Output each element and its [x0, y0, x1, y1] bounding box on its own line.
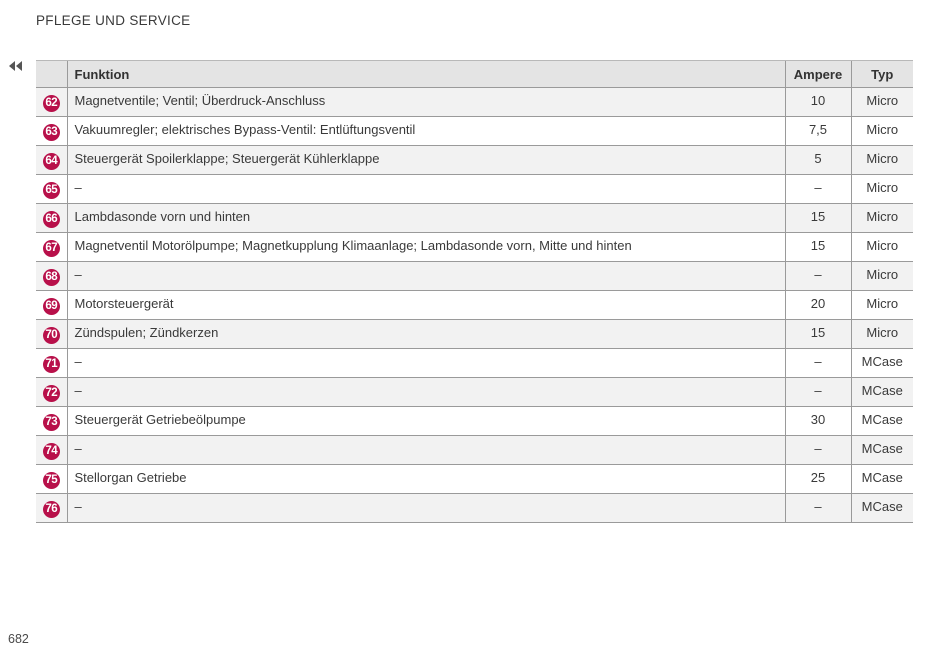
function-cell: – — [67, 175, 785, 204]
column-header-number — [36, 61, 67, 88]
function-cell: Magnetventil Motorölpumpe; Magnetkupplung Klimaanlage; Lambdasonde vorn, Mitte und hinten — [67, 233, 785, 262]
column-header-type: Typ — [851, 61, 913, 88]
table-row — [36, 204, 913, 233]
type-cell: MCase — [851, 378, 913, 407]
fuse-number-cell — [36, 117, 67, 146]
fuse-number-badge: 66 — [43, 211, 60, 228]
ampere-cell: 10 — [785, 88, 851, 117]
function-cell: – — [67, 494, 785, 523]
ampere-cell: – — [785, 494, 851, 523]
function-cell: Motorsteuergerät — [67, 291, 785, 320]
ampere-cell: 7,5 — [785, 117, 851, 146]
ampere-cell: – — [785, 349, 851, 378]
type-cell: Micro — [851, 262, 913, 291]
fuse-number-badge: 62 — [43, 95, 60, 112]
function-cell: – — [67, 436, 785, 465]
ampere-cell: 15 — [785, 233, 851, 262]
fuse-number-badge: 64 — [43, 153, 60, 170]
table-row — [36, 320, 913, 349]
table-header-row — [36, 61, 913, 88]
ampere-cell: – — [785, 378, 851, 407]
type-cell: MCase — [851, 407, 913, 436]
fuse-number-badge: 72 — [43, 385, 60, 402]
function-cell: Magnetventile; Ventil; Überdruck-Anschluss — [67, 88, 785, 117]
fuse-number-cell — [36, 204, 67, 233]
section-title: PFLEGE UND SERVICE — [36, 13, 191, 28]
ampere-cell: – — [785, 436, 851, 465]
function-cell: Steuergerät Getriebeölpumpe — [67, 407, 785, 436]
ampere-cell: – — [785, 175, 851, 204]
fuse-number-cell — [36, 88, 67, 117]
table-row — [36, 146, 913, 175]
type-cell: Micro — [851, 320, 913, 349]
function-cell: Stellorgan Getriebe — [67, 465, 785, 494]
fuse-number-cell — [36, 407, 67, 436]
type-cell: MCase — [851, 494, 913, 523]
fuse-number-badge: 73 — [43, 414, 60, 431]
double-chevron-left-icon[interactable] — [8, 58, 24, 74]
table-row — [36, 349, 913, 378]
table-row — [36, 494, 913, 523]
fuse-number-badge: 76 — [43, 501, 60, 518]
table-row — [36, 175, 913, 204]
type-cell: Micro — [851, 117, 913, 146]
fuse-number-badge: 65 — [43, 182, 60, 199]
fuse-number-badge: 71 — [43, 356, 60, 373]
type-cell: Micro — [851, 204, 913, 233]
type-cell: Micro — [851, 88, 913, 117]
fuse-number-cell — [36, 233, 67, 262]
fuse-number-badge: 74 — [43, 443, 60, 460]
table-row — [36, 262, 913, 291]
type-cell: Micro — [851, 146, 913, 175]
table-row — [36, 407, 913, 436]
function-cell: Lambdasonde vorn und hinten — [67, 204, 785, 233]
function-cell: Zündspulen; Zündkerzen — [67, 320, 785, 349]
ampere-cell: 25 — [785, 465, 851, 494]
function-cell: – — [67, 262, 785, 291]
table-row — [36, 465, 913, 494]
type-cell: MCase — [851, 349, 913, 378]
fuse-table — [36, 60, 913, 523]
fuse-number-cell — [36, 494, 67, 523]
type-cell: Micro — [851, 233, 913, 262]
ampere-cell: 15 — [785, 320, 851, 349]
type-cell: MCase — [851, 436, 913, 465]
fuse-number-cell — [36, 378, 67, 407]
ampere-cell: 15 — [785, 204, 851, 233]
ampere-cell: 5 — [785, 146, 851, 175]
ampere-cell: – — [785, 262, 851, 291]
fuse-number-badge: 75 — [43, 472, 60, 489]
fuse-number-cell — [36, 320, 67, 349]
column-header-ampere: Ampere — [785, 61, 851, 88]
table-row — [36, 233, 913, 262]
ampere-cell: 20 — [785, 291, 851, 320]
table-row — [36, 88, 913, 117]
page-number: 682 — [8, 632, 29, 646]
fuse-number-cell — [36, 291, 67, 320]
fuse-number-cell — [36, 465, 67, 494]
function-cell: Steuergerät Spoilerklappe; Steuergerät Kühlerklappe — [67, 146, 785, 175]
fuse-number-badge: 69 — [43, 298, 60, 315]
fuse-number-badge: 68 — [43, 269, 60, 286]
fuse-number-badge: 67 — [43, 240, 60, 257]
fuse-number-cell — [36, 262, 67, 291]
table-row — [36, 436, 913, 465]
function-cell: – — [67, 349, 785, 378]
table-row — [36, 117, 913, 146]
fuse-number-cell — [36, 436, 67, 465]
table-body — [36, 88, 913, 523]
function-cell: – — [67, 378, 785, 407]
fuse-number-badge: 70 — [43, 327, 60, 344]
fuse-number-badge: 63 — [43, 124, 60, 141]
type-cell: Micro — [851, 175, 913, 204]
fuse-number-cell — [36, 349, 67, 378]
column-header-function: Funktion — [67, 61, 785, 88]
table-row — [36, 378, 913, 407]
fuse-number-cell — [36, 146, 67, 175]
type-cell: Micro — [851, 291, 913, 320]
ampere-cell: 30 — [785, 407, 851, 436]
function-cell: Vakuumregler; elektrisches Bypass-Ventil: Entlüftungsventil — [67, 117, 785, 146]
table-row — [36, 291, 913, 320]
fuse-number-cell — [36, 175, 67, 204]
type-cell: MCase — [851, 465, 913, 494]
